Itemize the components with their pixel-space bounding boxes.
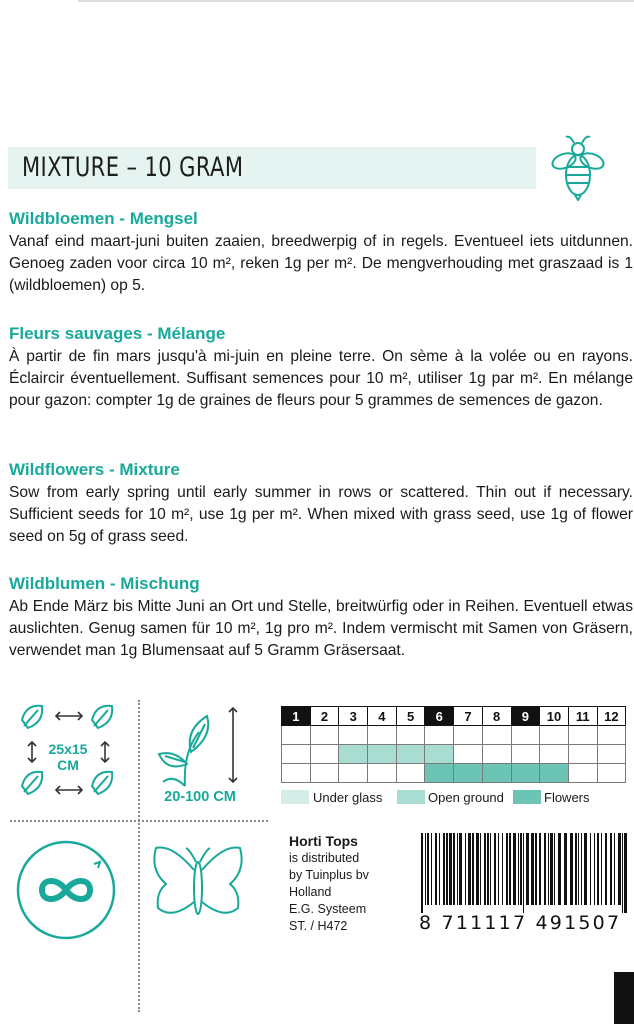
legend-label-under-glass: Under glass <box>313 790 383 805</box>
calendar-cell <box>282 726 311 745</box>
barcode-bar <box>443 833 445 905</box>
calendar-cell <box>425 764 454 783</box>
calendar-cell <box>568 726 597 745</box>
distributor-line: by Tuinplus bv <box>289 868 369 882</box>
barcode-bar <box>468 833 471 905</box>
calendar-row <box>282 726 626 745</box>
divider-horizontal <box>10 820 268 822</box>
barcode-bar <box>498 833 499 905</box>
distributor-line: E.G. Systeem <box>289 902 367 916</box>
barcode-bar <box>544 833 546 905</box>
spacing-label <box>38 741 98 773</box>
barcode-bar <box>518 833 519 905</box>
calendar-cell <box>597 745 626 764</box>
legend-swatch-under-glass <box>281 790 309 804</box>
calendar-cell <box>454 726 483 745</box>
barcode-bar <box>605 833 607 905</box>
calendar-cell <box>368 745 397 764</box>
calendar-month-1: 1 <box>282 707 311 726</box>
calendar-cell <box>511 745 540 764</box>
section-text: Sow from early spring until early summer in rows or scattered. Thin out if necessary. Sufficient seeds for 10 m², use 1g per m². When mixed with grass seed, use 1g of flower seed on 5g of grass seed. <box>9 484 633 545</box>
calendar-cell <box>482 764 511 783</box>
calendar-month-11: 11 <box>568 707 597 726</box>
barcode-bar <box>581 833 582 905</box>
barcode-bar <box>558 833 561 905</box>
barcode-bar <box>446 833 448 905</box>
barcode-bar <box>453 833 455 905</box>
barcode-bar <box>594 833 595 905</box>
calendar-month-8: 8 <box>482 707 511 726</box>
calendar-cell <box>368 764 397 783</box>
barcode-bar <box>421 833 423 913</box>
calendar-cell <box>310 726 339 745</box>
barcode-bar <box>472 833 474 905</box>
calendar-cell <box>482 745 511 764</box>
calendar-cell <box>282 745 311 764</box>
distributor-line: ST. / H472 <box>289 919 348 933</box>
barcode-bar <box>435 833 437 905</box>
butterfly-icon <box>150 840 246 940</box>
barcode-bar <box>502 833 503 905</box>
calendar-cell <box>310 745 339 764</box>
top-edge-line <box>78 0 634 2</box>
distributor-line: Holland <box>289 885 332 899</box>
spacing-label-line1: 25x15 <box>48 741 88 757</box>
barcode-bar <box>575 833 577 905</box>
barcode-bar <box>506 833 508 905</box>
section-heading: Wildblumen - Mischung <box>9 574 200 593</box>
calendar-month-7: 7 <box>454 707 483 726</box>
barcode-bar <box>584 833 587 905</box>
calendar-month-2: 2 <box>310 707 339 726</box>
barcode-bar <box>597 833 599 905</box>
barcode-bar <box>624 833 627 913</box>
barcode-bar <box>548 833 549 905</box>
barcode-bar <box>490 833 491 905</box>
section-heading: Wildbloemen - Mengsel <box>9 209 198 228</box>
barcode-number: 8 711117 491507 <box>419 912 622 934</box>
calendar-month-5: 5 <box>396 707 425 726</box>
calendar-cell <box>597 726 626 745</box>
calendar-cell <box>511 764 540 783</box>
barcode-bar <box>622 833 623 913</box>
barcode-bar <box>427 833 429 905</box>
calendar-row <box>282 745 626 764</box>
barcode-bar <box>484 833 486 905</box>
spacing-label-line2: CM <box>57 757 79 773</box>
bee-icon <box>548 133 608 201</box>
section-text: Ab Ende März bis Mitte Juni an Ort und Stelle, breitwürfig oder in Reihen. Eventuell etwas auslichten. Genug samen für 10 m², 1g pro m². Indem vermischt mit Samen von Gräsern, verwendet man 1g Blumensaat auf 5 Gramm Gräsersaat. <box>9 598 633 659</box>
barcode-bar <box>531 833 534 905</box>
distributor-line: is distributed <box>289 851 360 865</box>
calendar-cell <box>425 745 454 764</box>
calendar-month-9: 9 <box>511 707 540 726</box>
calendar-cell <box>540 745 569 764</box>
barcode-bar <box>590 833 591 905</box>
barcode-bar <box>513 833 516 905</box>
section-german <box>9 572 633 661</box>
height-label: 20-100 CM <box>164 789 236 805</box>
barcode-bar <box>526 833 529 905</box>
calendar-cell <box>339 745 368 764</box>
calendar-month-10: 10 <box>540 707 569 726</box>
calendar-month-12: 12 <box>597 707 626 726</box>
section-english <box>9 458 633 547</box>
plant-height-icon <box>155 702 255 788</box>
calendar-cell <box>597 764 626 783</box>
brand-name: Horti Tops <box>289 833 358 849</box>
calendar-cell <box>454 745 483 764</box>
calendar-cell <box>568 745 597 764</box>
calendar-cell <box>310 764 339 783</box>
calendar-cell <box>396 745 425 764</box>
calendar-cell <box>339 764 368 783</box>
calendar-month-4: 4 <box>368 707 397 726</box>
calendar-row <box>282 764 626 783</box>
barcode-bar <box>601 833 602 905</box>
barcode-bar <box>539 833 541 905</box>
edge-marker <box>614 972 634 1024</box>
section-heading: Wildflowers - Mixture <box>9 460 180 479</box>
legend-swatch-open-ground <box>397 790 425 804</box>
barcode-bar <box>509 833 511 905</box>
sowing-calendar <box>281 706 626 783</box>
calendar-cell <box>339 726 368 745</box>
section-heading: Fleurs sauvages - Mélange <box>9 324 226 343</box>
calendar-cell <box>396 764 425 783</box>
infinity-icon <box>14 838 118 942</box>
barcode-bar <box>476 833 479 905</box>
barcode-bar <box>570 833 573 905</box>
section-text: Vanaf eind maart-juni buiten zaaien, breedwerpig of in regels. Eventueel iets uitdunnen. Genoeg zaden voor circa 10 m², reken 1g per m². De mengverhouding met graszaad is 1 (wildbloemen) op 5. <box>9 233 633 294</box>
calendar-cell <box>396 726 425 745</box>
barcode-bar <box>431 833 432 905</box>
legend-swatch-flowers <box>513 790 541 804</box>
page-title: MIXTURE – 10 GRAM <box>22 152 244 183</box>
calendar-cell <box>482 726 511 745</box>
barcode-bar <box>610 833 612 905</box>
calendar-cell <box>282 764 311 783</box>
section-dutch <box>9 207 633 296</box>
barcode-bar <box>449 833 452 905</box>
calendar-month-6: 6 <box>425 707 454 726</box>
barcode-bar <box>550 833 553 905</box>
legend-label-open-ground: Open ground <box>428 790 504 805</box>
barcode-bar <box>554 833 555 905</box>
section-text: À partir de fin mars jusqu'à mi-juin en pleine terre. On sème à la volée ou en rayons. Éclaircir éventuellement. Suffisant semences pour 10 m², utiliser 1g par m². En mélange pour gazon: compter 1g de graines de fleurs pour 5 grammes de semences de gazon. <box>9 348 633 409</box>
barcode-bar <box>535 833 537 905</box>
barcode-bar <box>564 833 567 905</box>
calendar-cell <box>540 764 569 783</box>
legend-label-flowers: Flowers <box>544 790 590 805</box>
barcode-bar <box>618 833 621 905</box>
barcode-bar <box>480 833 481 905</box>
calendar-cell <box>568 764 597 783</box>
barcode-bar <box>459 833 462 905</box>
barcode-bar <box>439 833 440 905</box>
barcode-bar <box>520 833 522 905</box>
barcode-bar <box>494 833 496 905</box>
calendar-month-3: 3 <box>339 707 368 726</box>
barcode-bar <box>578 833 579 905</box>
barcode <box>419 833 629 913</box>
barcode-bar <box>523 833 524 913</box>
distributor-info <box>289 833 369 935</box>
barcode-bar <box>457 833 458 905</box>
calendar-cell <box>425 726 454 745</box>
barcode-bar <box>487 833 489 905</box>
calendar-cell <box>454 764 483 783</box>
calendar-cell <box>511 726 540 745</box>
section-french <box>9 322 633 411</box>
calendar-cell <box>368 726 397 745</box>
calendar-cell <box>540 726 569 745</box>
barcode-bar <box>614 833 615 905</box>
divider-vertical <box>138 700 140 1012</box>
barcode-bar <box>425 833 426 905</box>
barcode-bar <box>465 833 466 905</box>
